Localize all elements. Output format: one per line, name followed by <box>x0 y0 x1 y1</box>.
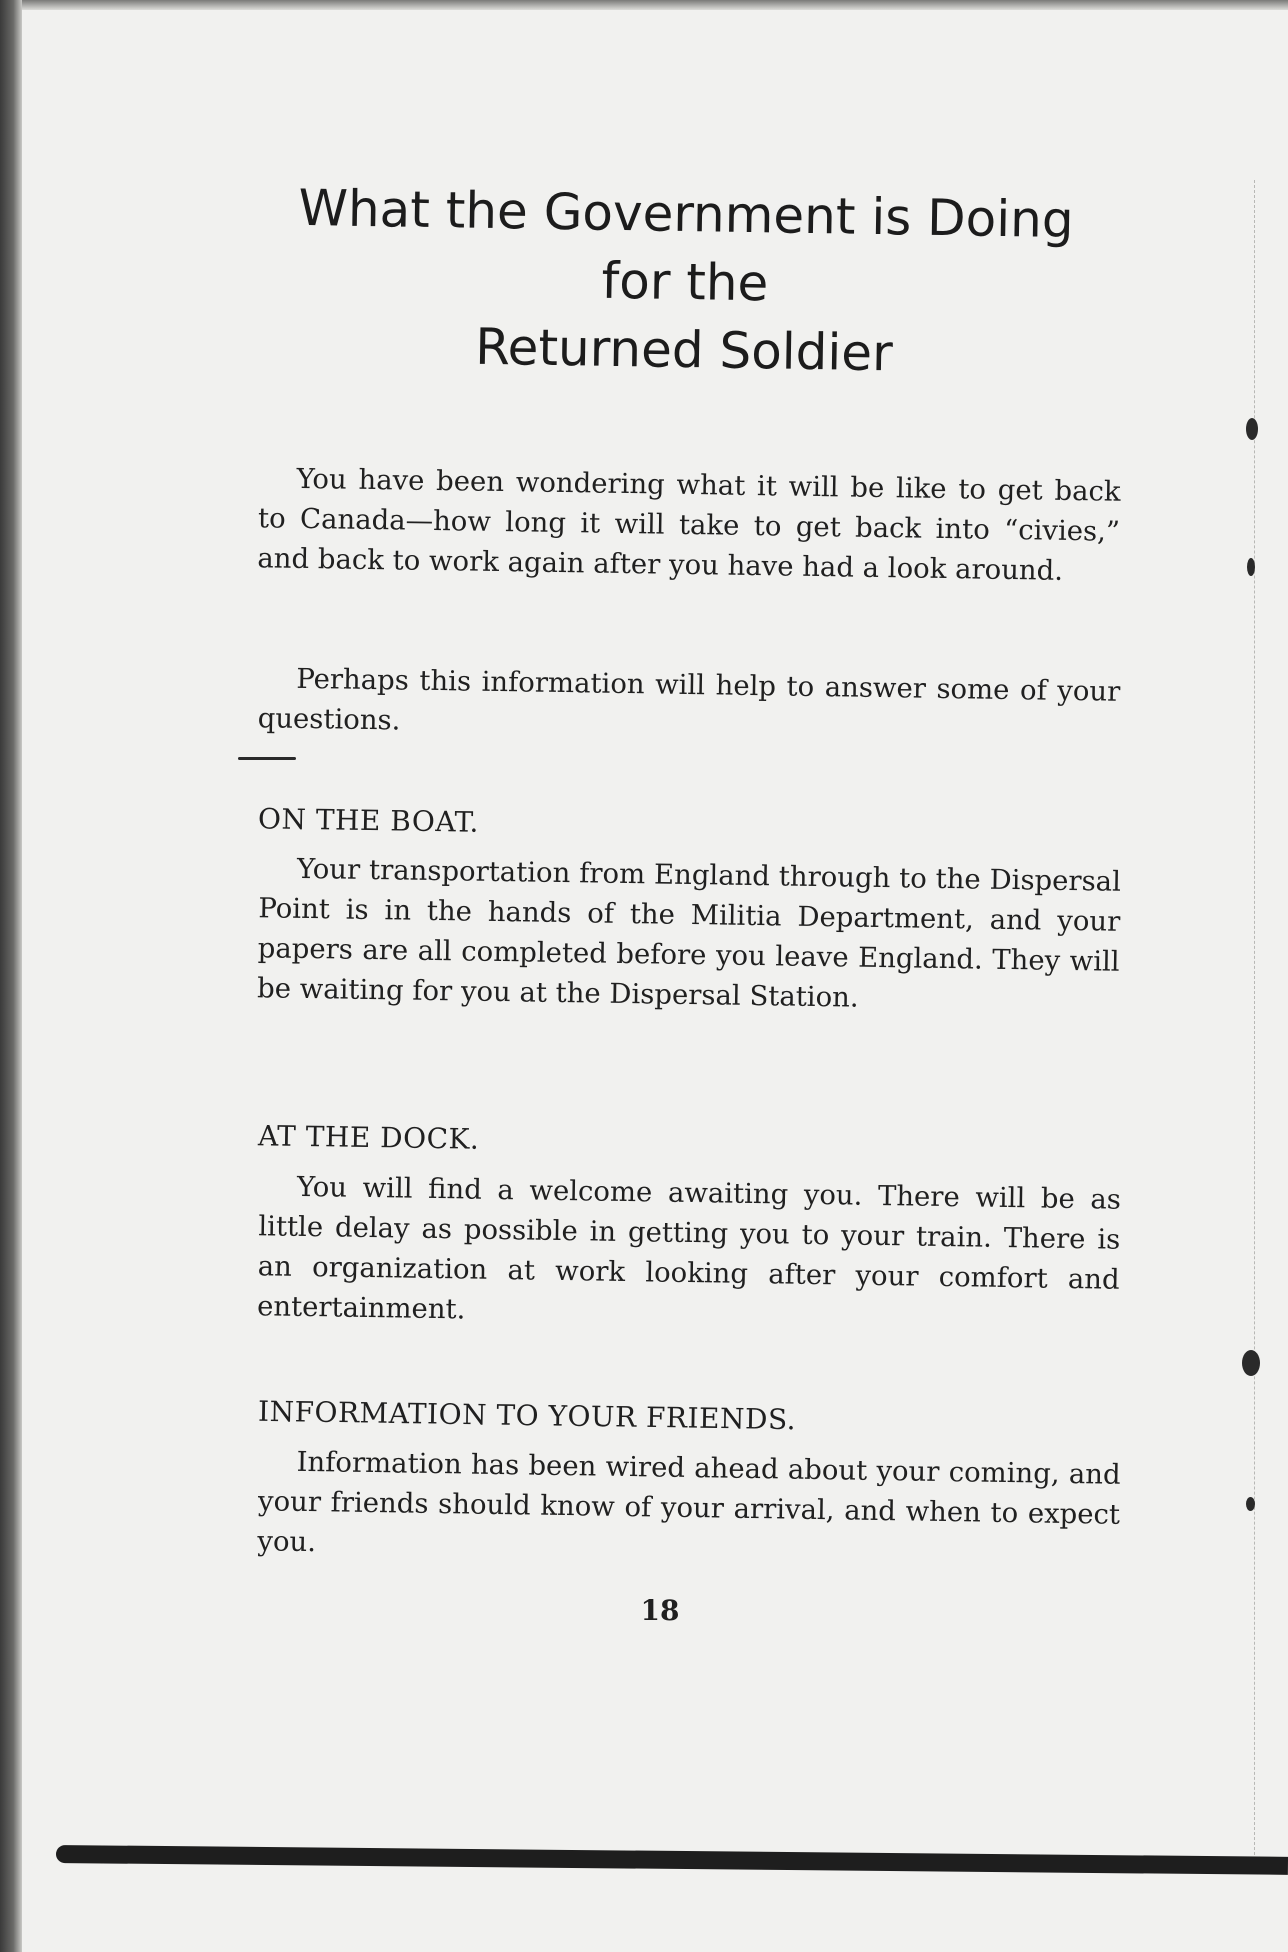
title-line: What the Government is Doing <box>298 178 1075 250</box>
intro-paragraph: You have been wondering what it will be like to get back to Canada—how long it will take to get back into “civies,” and back to work again after you have had a look around. <box>257 462 1121 587</box>
ink-blot <box>1247 558 1255 576</box>
intro-paragraph: Perhaps this information will help to answer some of your questions. <box>257 662 1121 737</box>
title-line: Returned Soldier <box>474 317 894 383</box>
ink-blot <box>1246 1497 1255 1511</box>
scan-top-edge <box>22 0 1288 10</box>
title-line: for the <box>601 251 769 313</box>
page-title <box>228 173 1141 391</box>
section-paragraph: You will find a welcome awaiting you. There will be as little delay as possible in getting you to your train. There is an organization at work looking after your comfort and entertainment. <box>256 1170 1122 1326</box>
page-number: 18 <box>640 1594 680 1627</box>
ink-blot <box>1242 1350 1260 1376</box>
section-paragraph: Your transportation from England through to the Dispersal Point is in the hands of the Militia Department, and your papers are all completed before you leave England. They will be waiting for you at the Dispersal Station. <box>256 852 1122 1014</box>
section-divider <box>238 757 296 760</box>
section-paragraph: Information has been wired ahead about your coming, and your friends should know of your arrival, and when to expect you. <box>257 1445 1121 1559</box>
section-heading: ON THE BOAT. <box>257 802 480 839</box>
section-heading: INFORMATION TO YOUR FRIENDS. <box>257 1394 797 1437</box>
scan-left-edge <box>0 0 22 1952</box>
section-heading: AT THE DOCK. <box>257 1119 480 1156</box>
ink-blot <box>1246 418 1258 440</box>
